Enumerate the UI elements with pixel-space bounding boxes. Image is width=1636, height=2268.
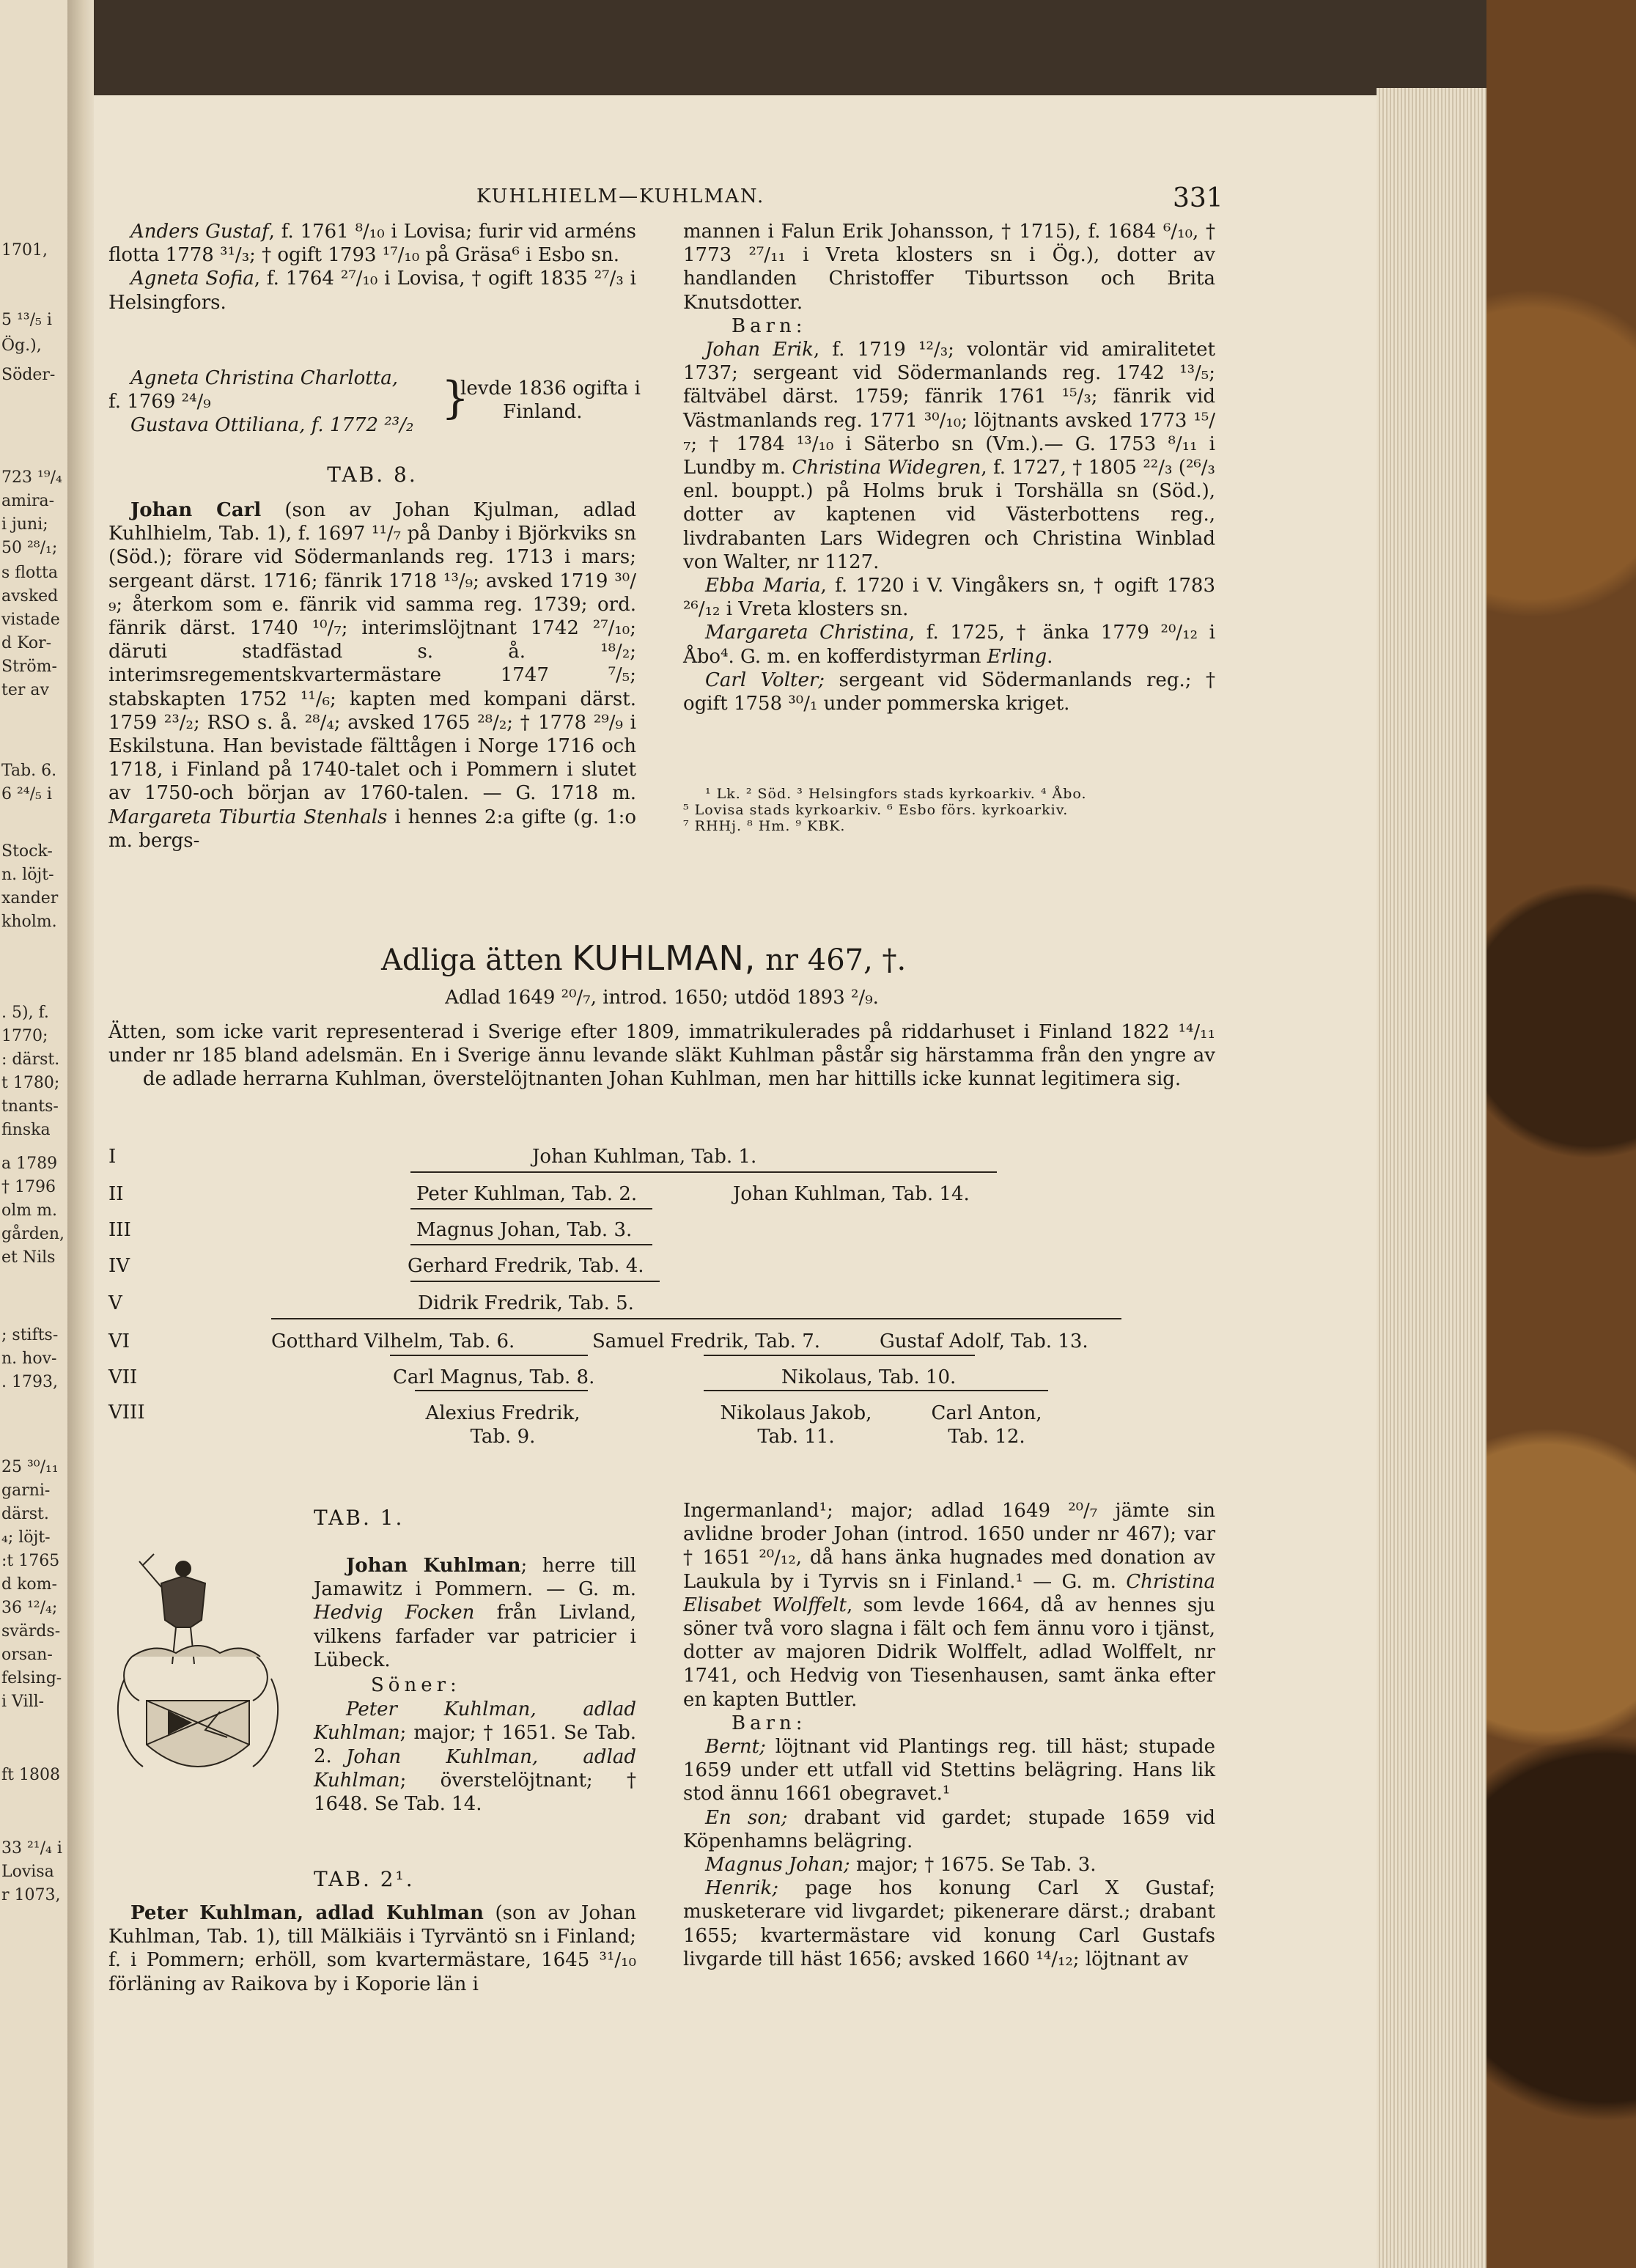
gen-nikolaus-tab10: Nikolaus, Tab. 10. [781, 1366, 957, 1388]
facing-page-fragment: :t 1765 [1, 1552, 60, 1570]
facing-page-fragment: svärds- [1, 1622, 61, 1641]
family-intro: Ätten, som icke varit representerad i Sverige efter 1809, immatrikulerades på riddarhuset i Finland 1822 ¹⁴/₁₁ under nr 185 bland adelsmän. En i Sverige ännu levande släkt Kuhlman påstår sig härstamma från den yngre av de adlade herrarna Kuhlman, överstelöjtnanten Johan Kuhlman, men har hittills icke kunnat legitimera sig. [108, 1021, 1215, 1091]
coat-of-arms [110, 1547, 286, 1789]
gen-roman-8: VIII [108, 1402, 145, 1424]
tab1-heading: TAB. 1. [314, 1506, 405, 1530]
barn2-heading: Barn: [732, 1712, 807, 1734]
facing-page-fragment: 723 ¹⁹/₄ [1, 468, 62, 487]
facing-page-fragment: därst. [1, 1505, 49, 1523]
facing-page-fragment: ₄; löjt- [1, 1528, 51, 1547]
tab2-continuation [683, 1499, 1215, 1971]
gen-brace-7b [704, 1390, 1048, 1397]
sister-b: f. 1769 ²⁴/₉ [108, 391, 211, 413]
entry-anders: Anders Gustaf, f. 1761 ⁸/₁₀ i Lovisa; furir vid arméns flotta 1778 ³¹/₃; † ogift 1793 ¹⁷/₁₀ på Gräsa⁶ i Esbo sn. [108, 221, 636, 267]
soner-heading: Söner: [371, 1674, 461, 1696]
facing-page-fragment: r 1073, [1, 1886, 61, 1904]
tab1-johan: Johan Kuhlman, adlad Kuhlman; överstelöjtnant; † 1648. Se Tab. 14. [314, 1746, 636, 1816]
facing-page-fragment: et Nils [1, 1248, 56, 1267]
facing-page-fragment: garni- [1, 1481, 51, 1500]
tab1-text: Johan Kuhlman; herre till Jamawitz i Pommern. — G. m. Hedvig Focken från Livland, vilkens farfader var patricier i Lübeck. [314, 1555, 636, 1671]
marbled-cover [1486, 0, 1636, 2268]
facing-page-fragment: † 1796 [1, 1178, 56, 1196]
gen-brace-2 [410, 1208, 652, 1215]
footnote-1: ¹ Lk. ² Söd. ³ Helsingfors stads kyrkoarkiv. ⁴ Åbo. [705, 786, 1087, 802]
facing-page-fragment: ter av [1, 681, 49, 699]
gen-brace-6b [704, 1355, 975, 1362]
facing-page-fragment: 50 ²⁸/₁; [1, 539, 58, 557]
running-head: KUHLHIELM—KUHLMAN. [476, 185, 765, 207]
tab8-text: Johan Carl (son av Johan Kjulman, adlad Kuhlhielm, Tab. 1), f. 1697 ¹¹/₇ på Danby i Björkviks sn (Söd.); förare vid Södermanlands reg. 1713 i mars; sergeant därst. 1716; fänrik 1718 ¹³/₉; avsked 1719 ³⁰/₉; återkom som e. fänrik vid samma reg. 1739; ord. fänrik därst. 1740 ¹⁰/₇; interimslöjtnant 1742 ²⁷/₁₀; däruti stadfästad s. å. ¹⁸/₂; interimsregementskvartermästare 1747 ⁷/₅; stabskapten 1752 ¹¹/₆; kapten med kompani därst. 1759 ²³/₂; RSO s. å. ²⁸/₄; avsked 1765 ²⁸/₂; † 1778 ²⁹/₉ i Eskilstuna. Han bevistade fälttågen i Norge 1716 och 1718, i Finland på 1740-talet och i Pommern i slutet av 1750-och början av 1760-talen. — G. 1718 m. Margareta Tiburtia Stenhals i hennes 2:a gifte (g. 1:o m. bergs- [108, 499, 637, 852]
sister-d: levde 1836 ogifta i [460, 378, 641, 400]
gen-gustaf-tab13: Gustaf Adolf, Tab. 13. [880, 1330, 1088, 1352]
facing-page-fragment: . 5), f. [1, 1004, 49, 1022]
facing-page-fragment: s flotta [1, 564, 58, 582]
facing-page-fragment: Lovisa [1, 1863, 54, 1881]
gen-didrik-tab5: Didrik Fredrik, Tab. 5. [418, 1292, 634, 1314]
entry-ebba: Ebba Maria, f. 1720 i V. Vingåkers sn, † ogift 1783 ²⁶/₁₂ i Vreta klosters sn. [683, 575, 1215, 621]
facing-page-fragment: t 1780; [1, 1074, 60, 1092]
tab1-peter: Peter Kuhlman, adlad Kuhlman; major; † 1651. Se Tab. 2. [314, 1698, 636, 1768]
facing-page-fragment: ft 1808 [1, 1766, 60, 1784]
tab2-heading: TAB. 2¹. [314, 1867, 415, 1891]
ennoblement-line: Adlad 1649 ²⁰/₇, introd. 1650; utdöd 1893 ²/₉. [445, 987, 879, 1009]
gen-samuel-tab7: Samuel Fredrik, Tab. 7. [592, 1330, 821, 1352]
entry-margareta: Margareta Christina, f. 1725, † änka 1779 ²⁰/₁₂ i Åbo⁴. G. m. en kofferdistyrman Erling. [683, 622, 1215, 668]
facing-page-fragment: Söder- [1, 366, 56, 384]
facing-page-fragment: 6 ²⁴/₅ i [1, 785, 52, 803]
footnote-3: ⁷ RHHj. ⁸ Hm. ⁹ KBK. [683, 818, 846, 834]
facing-page-fragment: vistade [1, 611, 60, 629]
col2-top [683, 220, 1215, 715]
title-name: KUHLMAN, [572, 938, 756, 978]
facing-page-fragment: Stock- [1, 842, 53, 861]
facing-page-fragment: 36 ¹²/₄; [1, 1599, 58, 1617]
gen-brace-1 [410, 1171, 997, 1179]
family-title [381, 938, 906, 978]
child-bernt: Bernt; löjtnant vid Plantings reg. till häst; stupade 1659 under ett utfall vid Stettins belägring. Hans lik stod ännu 1661 obegravet.¹ [683, 1736, 1215, 1805]
gen-brace-5 [271, 1318, 1121, 1325]
gen-nikolaus-jakob-tab11 [701, 1402, 891, 1448]
gen-roman-4: IV [108, 1255, 130, 1277]
facing-page-fragment: ; stifts- [1, 1326, 59, 1344]
gen-carl-anton-name: Carl Anton, [931, 1402, 1042, 1424]
facing-page-fragment: 5 ¹³/₅ i [1, 311, 52, 329]
gen-peter-tab2: Peter Kuhlman, Tab. 2. [416, 1183, 638, 1205]
facing-page-fragment: finska [1, 1121, 51, 1139]
gen-nikolaus-jakob-tab: Tab. 11. [757, 1426, 835, 1448]
gen-johan-tab1: Johan Kuhlman, Tab. 1. [532, 1146, 757, 1168]
page-number: 331 [1173, 183, 1223, 213]
gen-gerhard-tab4: Gerhard Fredrik, Tab. 4. [408, 1255, 644, 1277]
child-magnus-johan: Magnus Johan; major; † 1675. Se Tab. 3. [705, 1854, 1097, 1877]
facing-page-fragment: . 1793, [1, 1373, 58, 1391]
facing-page-fragment: Ström- [1, 658, 57, 676]
gen-roman-6: VI [108, 1330, 130, 1352]
facing-page-fragment: felsing- [1, 1669, 62, 1687]
barn-heading: Barn: [732, 314, 807, 337]
facing-page-fragment: 25 ³⁰/₁₁ [1, 1458, 59, 1476]
gen-roman-3: III [108, 1219, 131, 1241]
facing-page-fragment: Tab. 6. [1, 762, 57, 780]
facing-page-fragment: avsked [1, 587, 59, 605]
facing-page-fragment: d kom- [1, 1575, 57, 1594]
gen-alexius-name: Alexius Fredrik, [425, 1402, 581, 1424]
gen-roman-7: VII [108, 1366, 138, 1388]
gen-brace-3 [410, 1244, 652, 1251]
facing-page-fragment: n. löjt- [1, 866, 54, 884]
title-post: nr 467, †. [765, 943, 907, 977]
facing-page-fragment: 1701, [1, 241, 48, 259]
gen-nikolaus-jakob-name: Nikolaus Jakob, [720, 1402, 872, 1424]
facing-page-fragment: kholm. [1, 913, 57, 931]
facing-page-fragment: n. hov- [1, 1350, 57, 1368]
child-en-son: En son; drabant vid gardet; stupade 1659 vid Köpenhamns belägring. [683, 1806, 1215, 1852]
book-gutter [67, 0, 94, 2268]
facing-page-fragment: amira- [1, 492, 55, 510]
facing-page-fragment: 1770; [1, 1027, 48, 1045]
col2-continuation: mannen i Falun Erik Johansson, † 1715), f. 1684 ⁶/₁₀, † 1773 ²⁷/₁₁ i Vreta klosters sn i Ög.), dotter av handlanden Christoffer Tiburtsson och Brita Knutsdotter. [683, 221, 1215, 314]
gen-magnus-tab3: Magnus Johan, Tab. 3. [416, 1219, 633, 1241]
gen-brace-6a [390, 1355, 588, 1362]
facing-page-fragment: d Kor- [1, 634, 52, 652]
facing-page-fragment: 33 ²¹/₄ i [1, 1839, 62, 1858]
tab8-heading: TAB. 8. [327, 463, 418, 487]
child-henrik: Henrik; page hos konung Carl X Gustaf; musketerare vid livgardet; pikenerare därst.; drabant 1655; kvartermästare vid konung Carl Gustafs livgarde till häst 1656; avsked 1660 ¹⁴/₁₂; löjtnant av [683, 1877, 1215, 1970]
facing-page-fragment: xander [1, 889, 59, 907]
gen-brace-4 [410, 1281, 660, 1288]
facing-page-fragment: : därst. [1, 1050, 60, 1069]
gen-carl-anton-tab: Tab. 12. [948, 1426, 1025, 1448]
facing-page-edge [0, 0, 67, 2268]
facing-page-fragment: i Vill- [1, 1693, 45, 1711]
peter-text-cont: Ingermanland¹; major; adlad 1649 ²⁰/₇ jämte sin avlidne broder Johan (introd. 1650 under nr 467); var † 1651 ²⁰/₁₂, då hans änka hugnades med donation av Laukula by i Tyrvis sn i Finland.¹ — G. m. Christina Elisabet Wolffelt, som levde 1664, då av hennes sju söner två voro slagna i fält och fem ännu voro i tjänst, dotter av majoren Didrik Wolffelt, adlad Wolffelt, nr 1741, och Hedvig von Tiesenhausen, samt änka efter en kapten Buttler. [683, 1500, 1215, 1711]
brace-glyph: } [441, 372, 470, 424]
sister-c: Gustava Ottiliana, f. 1772 ²³/₂ [130, 414, 414, 436]
background-top [94, 0, 1486, 95]
facing-page-fragment: Ög.), [1, 336, 42, 355]
title-pre: Adliga ätten [381, 943, 563, 977]
col1-top [108, 220, 636, 314]
sister-a: Agneta Christina Charlotta, [130, 367, 398, 389]
facing-page-fragment: a 1789 [1, 1155, 58, 1173]
gen-roman-5: V [108, 1292, 122, 1314]
footnote-2: ⁵ Lovisa stads kyrkoarkiv. ⁶ Esbo förs. kyrkoarkiv. [683, 802, 1069, 818]
facing-page-fragment: orsan- [1, 1646, 53, 1664]
gen-carl-anton-tab12 [906, 1402, 1067, 1448]
facing-page-fragment: tnants- [1, 1097, 59, 1116]
facing-page-fragment: olm m. [1, 1201, 57, 1220]
gen-johan-tab14: Johan Kuhlman, Tab. 14. [733, 1183, 970, 1205]
sister-e: Finland. [503, 401, 583, 423]
gen-brace-7a [415, 1390, 588, 1397]
facing-page-fragment: i juni; [1, 515, 48, 534]
gen-roman-1: I [108, 1146, 117, 1168]
page-edges [1377, 88, 1486, 2268]
gen-gotthard-tab6: Gotthard Vilhelm, Tab. 6. [271, 1330, 515, 1352]
tab2-text: Peter Kuhlman, adlad Kuhlman (son av Johan Kuhlman, Tab. 1), till Mälkiäis i Tyrväntö sn i Finland; f. i Pommern; erhöll, som kvartermästare, 1645 ³¹/₁₀ förläning av Raikova by i Koporie län i [108, 1902, 636, 1995]
entry-carl-volter: Carl Volter; sergeant vid Södermanlands reg.; † ogift 1758 ³⁰/₁ under pommerska kriget. [683, 669, 1215, 715]
entry-johan-erik: Johan Erik, f. 1719 ¹²/₃; volontär vid amiralitetet 1737; sergeant vid Södermanlands reg. 1742 ¹³/₅; fältväbel därst. 1759; fänrik 1761 ¹⁵/₃; fänrik vid Västmanlands reg. 1771 ³⁰/₁₀; löjtnants avsked 1773 ¹⁵/₇; † 1784 ¹³/₁₀ i Säterbo sn (Vm.).— G. 1753 ⁸/₁₁ i Lundby m. Christina Widegren, f. 1727, † 1805 ²²/₃ (²⁶/₃ enl. bouppt.) på Holms bruk i Torshälla sn (Söd.), dotter av kaptenen vid Västerbottens reg., livdrabanten Lars Widegren och Christina Winblad von Walter, nr 1127. [683, 339, 1216, 573]
gen-carl-magnus-tab8: Carl Magnus, Tab. 8. [393, 1366, 595, 1388]
gen-alexius-tab9 [408, 1402, 598, 1448]
gen-roman-2: II [108, 1183, 124, 1205]
entry-agneta-sofia: Agneta Sofia, f. 1764 ²⁷/₁₀ i Lovisa, † ogift 1835 ²⁷/₃ i Helsingfors. [108, 268, 636, 314]
facing-page-fragment: gården, [1, 1225, 65, 1243]
gen-alexius-tab: Tab. 9. [470, 1426, 536, 1448]
